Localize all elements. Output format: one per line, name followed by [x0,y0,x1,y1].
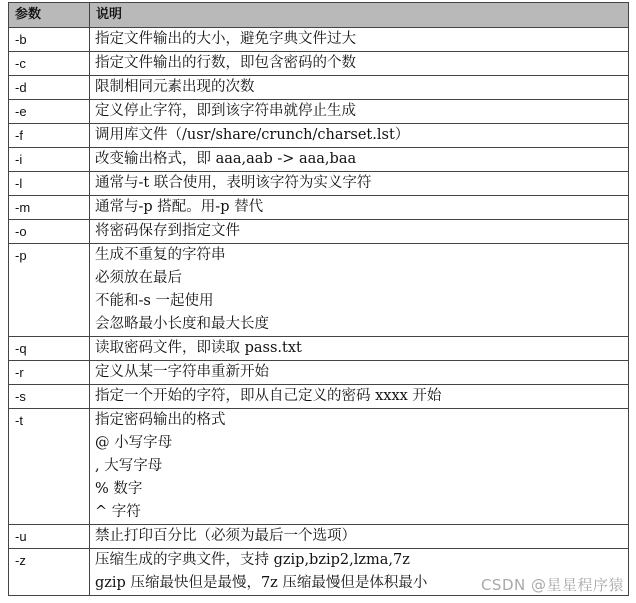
description-line: 指定文件输出的大小，避免字典文件过大 [95,31,356,47]
description-line: 限制相同元素出现的次数 [95,79,255,95]
param-cell: -z [9,549,90,596]
table-row [9,172,629,196]
table-row [9,525,629,549]
description-line: @ 小写字母 [95,435,173,451]
description-line: 压缩生成的字典文件，支持 gzip,bzip2,lzma,7z [95,552,410,568]
description-line: gzip 压缩最快但是最慢，7z 压缩最慢但是体积最小 [95,575,428,591]
param-cell: -p [9,244,90,337]
description-cell [90,124,629,148]
description-line: 会忽略最小长度和最大长度 [95,316,269,332]
description-cell [90,196,629,220]
param-cell: -s [9,385,90,409]
param-cell: -i [9,148,90,172]
description-cell [90,244,629,337]
description-cell [90,361,629,385]
description-cell [90,28,629,52]
description-cell [90,100,629,124]
description-cell [90,172,629,196]
description-cell [90,549,629,596]
param-cell: -q [9,337,90,361]
table-header-row [9,3,629,28]
description-cell [90,76,629,100]
description-line: 调用库文件（/usr/share/crunch/charset.lst） [95,127,410,143]
param-cell: -l [9,172,90,196]
description-cell [90,220,629,244]
description-cell [90,148,629,172]
table-row [9,76,629,100]
description-line: 将密码保存到指定文件 [95,223,240,239]
param-cell: -c [9,52,90,76]
description-line: , 大写字母 [95,458,163,474]
table-row [9,409,629,525]
table-row [9,549,629,596]
table-body [9,28,629,596]
description-line: 不能和-s 一起使用 [95,293,214,309]
table-row [9,385,629,409]
table-row [9,100,629,124]
table-row [9,124,629,148]
description-line: 生成不重复的字符串 [95,247,226,263]
param-cell: -o [9,220,90,244]
description-line: ^ 字符 [95,504,141,520]
description-line: 指定文件输出的行数，即包含密码的个数 [95,55,356,71]
description-cell [90,337,629,361]
param-cell: -r [9,361,90,385]
description-line: 指定密码输出的格式 [95,412,226,428]
description-cell [90,409,629,525]
table-row [9,337,629,361]
description-line: % 数字 [95,481,143,497]
table-row [9,196,629,220]
parameter-table-container [8,2,628,596]
description-line: 通常与-t 联合使用，表明该字符为实义字符 [95,175,372,191]
description-cell [90,52,629,76]
description-line: 指定一个开始的字符，即从自己定义的密码 xxxx 开始 [95,388,442,404]
table-row [9,244,629,337]
param-cell: -e [9,100,90,124]
param-cell: -d [9,76,90,100]
description-line: 禁止打印百分比（必须为最后一个选项） [95,528,356,544]
table-row [9,28,629,52]
table-row [9,220,629,244]
table-row [9,52,629,76]
parameter-table [8,2,629,596]
description-cell [90,525,629,549]
description-line: 改变输出格式，即 aaa,aab -> aaa,baa [95,151,357,167]
param-cell: -t [9,409,90,525]
header-param: 参数 [9,3,90,28]
watermark-text: CSDN @星星程序猿 [480,576,624,594]
param-cell: -b [9,28,90,52]
description-line: 通常与-p 搭配。用-p 替代 [95,199,264,215]
description-line: 定义从某一字符串重新开始 [95,364,269,380]
description-line: 读取密码文件，即读取 pass.txt [95,340,302,356]
description-line: 必须放在最后 [95,270,182,286]
description-cell [90,385,629,409]
param-cell: -f [9,124,90,148]
param-cell: -u [9,525,90,549]
table-row [9,361,629,385]
table-row [9,148,629,172]
header-desc: 说明 [90,3,629,28]
param-cell: -m [9,196,90,220]
description-line: 定义停止字符，即到该字符串就停止生成 [95,103,356,119]
